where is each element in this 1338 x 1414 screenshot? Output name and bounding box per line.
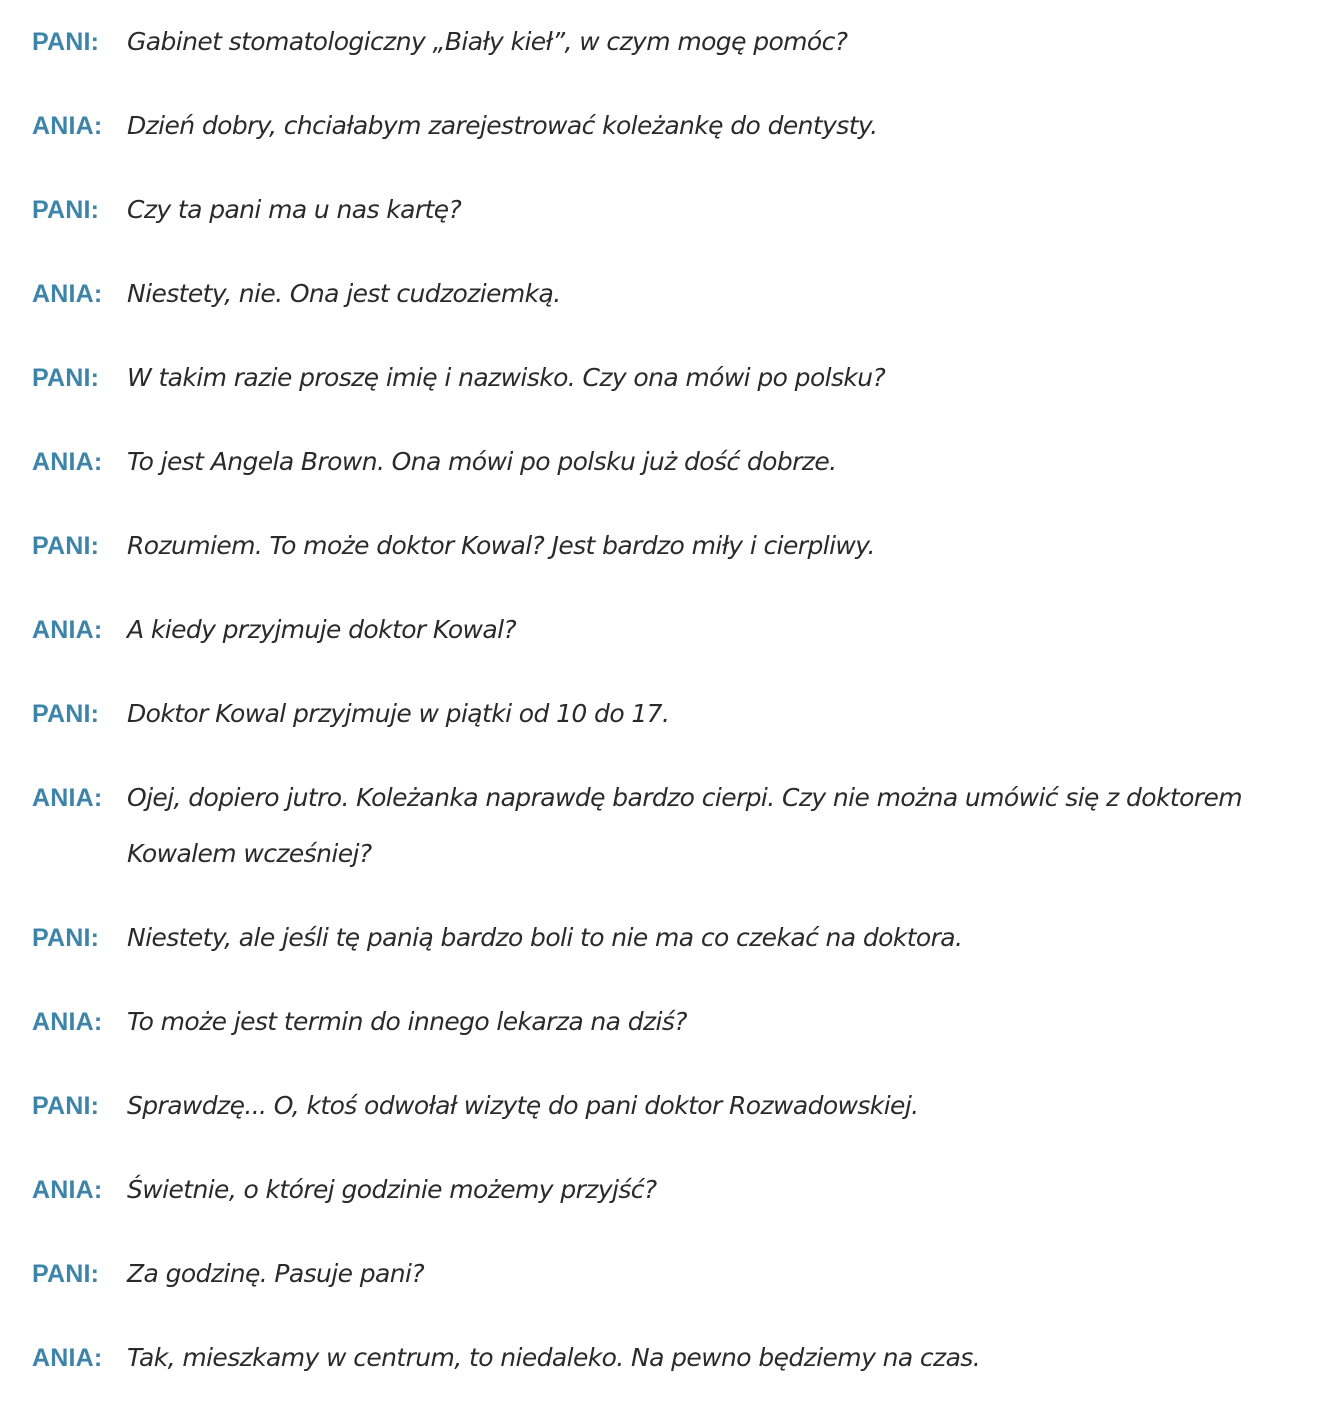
dialogue-line (32, 266, 1322, 322)
dialogue-line (32, 910, 1322, 966)
speaker-label: PANI: (32, 1092, 100, 1120)
dialogue-text: Ojej, dopiero jutro. Koleżanka naprawdę bardzo cierpi. Czy nie można umówić się z doktorem Kowalem wcześniej? (127, 783, 1242, 868)
dialogue-text: Niestety, ale jeśli tę panią bardzo boli to nie ma co czekać na doktora. (127, 923, 963, 952)
dialogue-line (32, 518, 1322, 574)
dialogue-text: Czy ta pani ma u nas kartę? (127, 195, 462, 224)
dialogue-text: Niestety, nie. Ona jest cudzoziemką. (127, 279, 561, 308)
speaker-label: PANI: (32, 532, 100, 560)
speaker-label: ANIA: (32, 1344, 103, 1372)
dialogue-line (32, 686, 1322, 742)
dialogue-line (32, 434, 1322, 490)
dialogue-text: Tak, mieszkamy w centrum, to niedaleko. Na pewno będziemy na czas. (127, 1343, 981, 1372)
speaker-label: ANIA: (32, 280, 103, 308)
dialogue-text: Gabinet stomatologiczny „Biały kieł”, w czym mogę pomóc? (127, 27, 848, 56)
speaker-label: PANI: (32, 196, 100, 224)
speaker-label: PANI: (32, 700, 100, 728)
speaker-label: ANIA: (32, 616, 103, 644)
speaker-label: PANI: (32, 1260, 100, 1288)
dialogue-text: Świetnie, o której godzinie możemy przyjść? (127, 1175, 657, 1204)
dialogue-line (32, 994, 1322, 1050)
dialogue-line (32, 1330, 1322, 1386)
dialogue-text: To jest Angela Brown. Ona mówi po polsku już dość dobrze. (127, 447, 837, 476)
dialogue-line (32, 350, 1322, 406)
dialogue (32, 14, 1322, 1414)
speaker-label: PANI: (32, 28, 100, 56)
speaker-label: ANIA: (32, 1176, 103, 1204)
dialogue-line (32, 1246, 1322, 1302)
dialogue-text: A kiedy przyjmuje doktor Kowal? (127, 615, 517, 644)
dialogue-line (32, 182, 1322, 238)
speaker-label: ANIA: (32, 1008, 103, 1036)
dialogue-text: To może jest termin do innego lekarza na dziś? (127, 1007, 687, 1036)
dialogue-text: W takim razie proszę imię i nazwisko. Czy ona mówi po polsku? (127, 363, 886, 392)
speaker-label: PANI: (32, 364, 100, 392)
dialogue-text: Dzień dobry, chciałabym zarejestrować koleżankę do dentysty. (127, 111, 878, 140)
dialogue-text: Doktor Kowal przyjmuje w piątki od 10 do 17. (127, 699, 670, 728)
dialogue-line (32, 602, 1322, 658)
dialogue-text: Rozumiem. To może doktor Kowal? Jest bardzo miły i cierpliwy. (127, 531, 875, 560)
speaker-label: ANIA: (32, 112, 103, 140)
dialogue-line (32, 14, 1322, 70)
dialogue-text: Sprawdzę... O, ktoś odwołał wizytę do pani doktor Rozwadowskiej. (127, 1091, 919, 1120)
speaker-label: ANIA: (32, 784, 103, 812)
speaker-label: ANIA: (32, 448, 103, 476)
speaker-label: PANI: (32, 924, 100, 952)
dialogue-line (32, 98, 1322, 154)
dialogue-text: Za godzinę. Pasuje pani? (127, 1259, 425, 1288)
dialogue-line (32, 1162, 1322, 1218)
dialogue-line (32, 770, 1322, 882)
dialogue-line (32, 1078, 1322, 1134)
